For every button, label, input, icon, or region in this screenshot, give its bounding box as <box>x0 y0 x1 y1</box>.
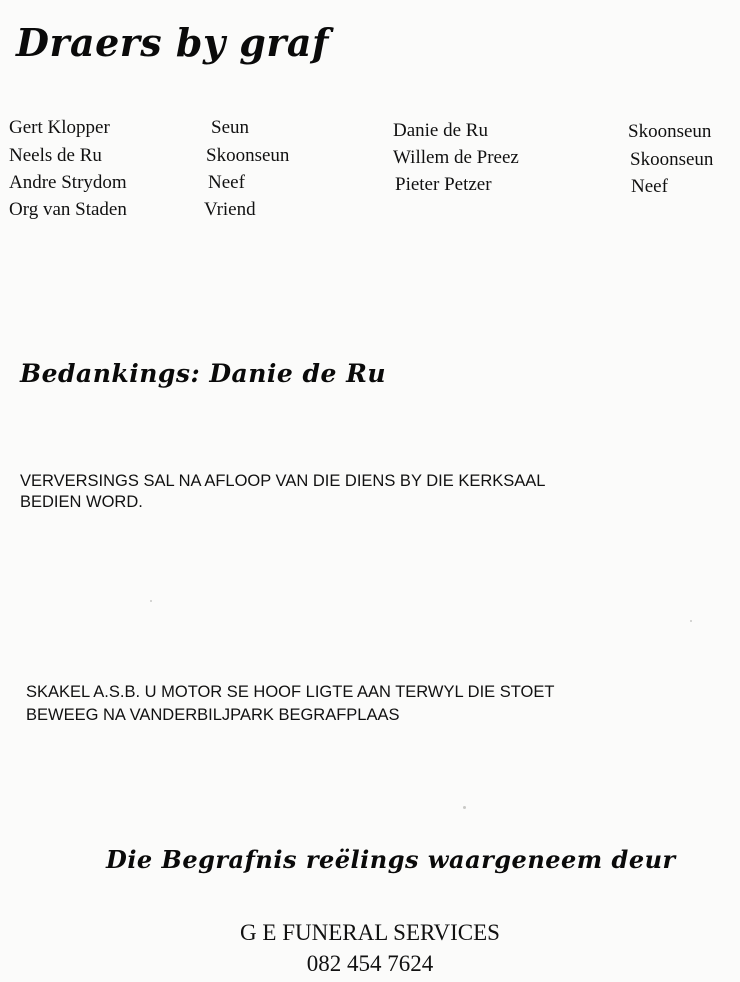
procession-notice-line-1: SKAKEL A.S.B. U MOTOR SE HOOF LIGTE AAN TERWYL DIE STOET <box>26 683 555 701</box>
thanks-heading: Bedankings: Danie de Ru <box>20 359 387 388</box>
pallbearer-relation: Neef <box>631 176 668 197</box>
pallbearer-name: Andre Strydom <box>9 172 127 193</box>
pallbearer-relation: Vriend <box>204 199 256 220</box>
procession-notice-line-2: BEWEEG NA VANDERBILJPARK BEGRAFPLAAS <box>26 706 400 724</box>
pallbearer-relation: Seun <box>211 117 249 138</box>
pallbearer-name: Neels de Ru <box>9 145 102 166</box>
refreshments-notice-line-1: VERVERSINGS SAL NA AFLOOP VAN DIE DIENS BY DIE KERKSAAL <box>20 472 546 490</box>
funeral-company-phone: 082 454 7624 <box>306 951 434 976</box>
scan-speck <box>690 620 692 622</box>
pallbearer-name: Willem de Preez <box>393 147 519 168</box>
pallbearer-relation: Neef <box>208 172 245 193</box>
scan-speck <box>150 600 152 602</box>
refreshments-notice-line-2: BEDIEN WORD. <box>20 493 143 511</box>
pallbearer-name: Gert Klopper <box>9 117 110 138</box>
pallbearer-relation: Skoonseun <box>206 145 290 166</box>
pallbearer-name: Danie de Ru <box>393 120 488 141</box>
arrangements-heading: Die Begrafnis reëlings waargeneem deur <box>106 845 676 874</box>
scan-speck <box>463 806 466 809</box>
pallbearer-relation: Skoonseun <box>628 121 712 142</box>
pallbearers-heading: Draers by graf <box>16 20 329 65</box>
pallbearer-relation: Skoonseun <box>630 149 714 170</box>
pallbearer-name: Org van Staden <box>9 199 127 220</box>
pallbearer-name: Pieter Petzer <box>395 174 492 195</box>
funeral-company-name: G E FUNERAL SERVICES <box>240 920 500 945</box>
